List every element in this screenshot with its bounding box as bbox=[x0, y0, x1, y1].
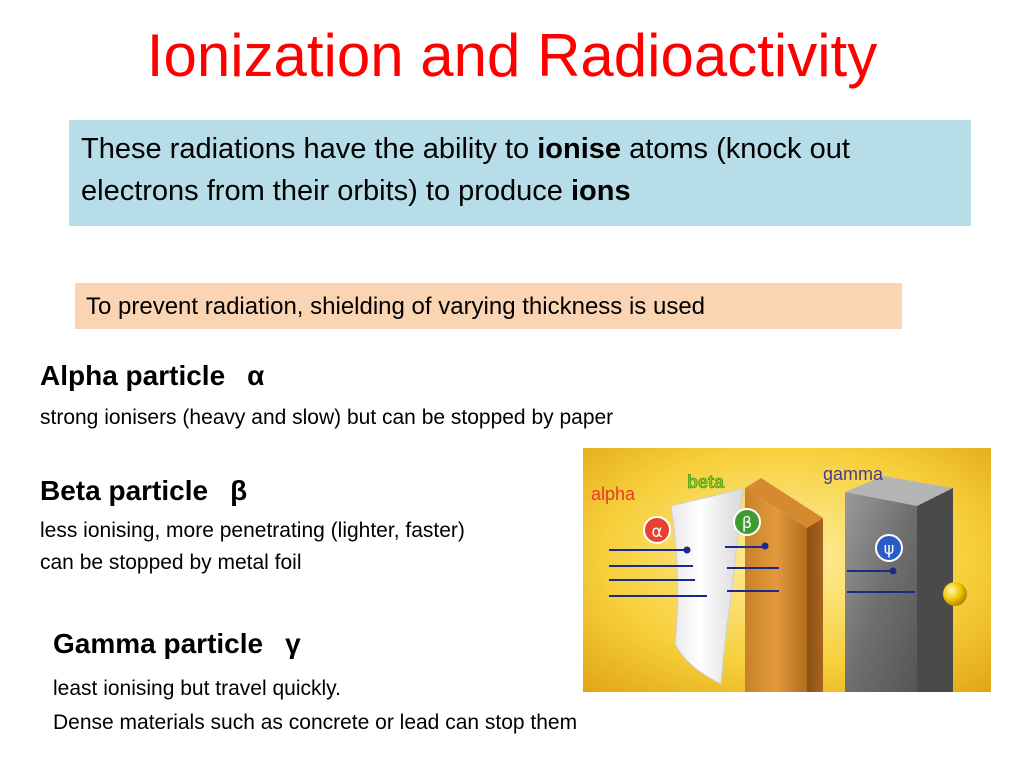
label-gamma: gamma bbox=[823, 464, 884, 484]
gamma-heading bbox=[53, 626, 301, 662]
beta-description-line-1: less ionising, more penetrating (lighter, faster) bbox=[40, 519, 465, 542]
beta-badge-glyph: β bbox=[741, 513, 753, 532]
gamma-name: Gamma particle bbox=[53, 628, 264, 659]
wood-board-edge bbox=[807, 518, 823, 692]
gamma-symbol: γ bbox=[285, 628, 301, 659]
beta-name: Beta particle bbox=[40, 475, 209, 506]
ionisation-info-box bbox=[69, 120, 971, 226]
gamma-particle-dot bbox=[890, 568, 897, 575]
radiation-penetration-illustration bbox=[583, 448, 991, 692]
intro-text-2: atoms (knock out electrons from their orbits) to produce bbox=[81, 133, 850, 207]
label-alpha: alpha bbox=[591, 484, 636, 504]
beta-heading bbox=[40, 473, 247, 509]
intro-bold-ionise: ionise bbox=[537, 133, 622, 165]
alpha-badge-glyph: α bbox=[651, 522, 663, 542]
intro-bold-ions: ions bbox=[570, 175, 631, 207]
gamma-badge-glyph: ψ bbox=[883, 539, 895, 558]
beta-symbol: β bbox=[230, 475, 248, 506]
slide-title: Ionization and Radioactivity bbox=[146, 22, 878, 89]
alpha-symbol: α bbox=[247, 360, 265, 391]
alpha-heading bbox=[40, 358, 264, 394]
alpha-name: Alpha particle bbox=[40, 360, 226, 391]
intro-text-1: These radiations have the ability to bbox=[81, 133, 538, 165]
gamma-description-line-1: least ionising but travel quickly. bbox=[53, 677, 341, 700]
shielding-note-box: To prevent radiation, shielding of varying thickness is used bbox=[75, 283, 902, 329]
beta-description-line-2: can be stopped by metal foil bbox=[40, 551, 302, 574]
gamma-description-line-2: Dense materials such as concrete or lead can stop them bbox=[53, 711, 578, 734]
label-beta: beta bbox=[687, 472, 725, 492]
beta-particle-dot bbox=[762, 543, 769, 550]
alpha-description: strong ionisers (heavy and slow) but can be stopped by paper bbox=[40, 406, 614, 429]
alpha-particle-dot bbox=[684, 547, 691, 554]
gamma-photon-ball bbox=[943, 582, 967, 606]
